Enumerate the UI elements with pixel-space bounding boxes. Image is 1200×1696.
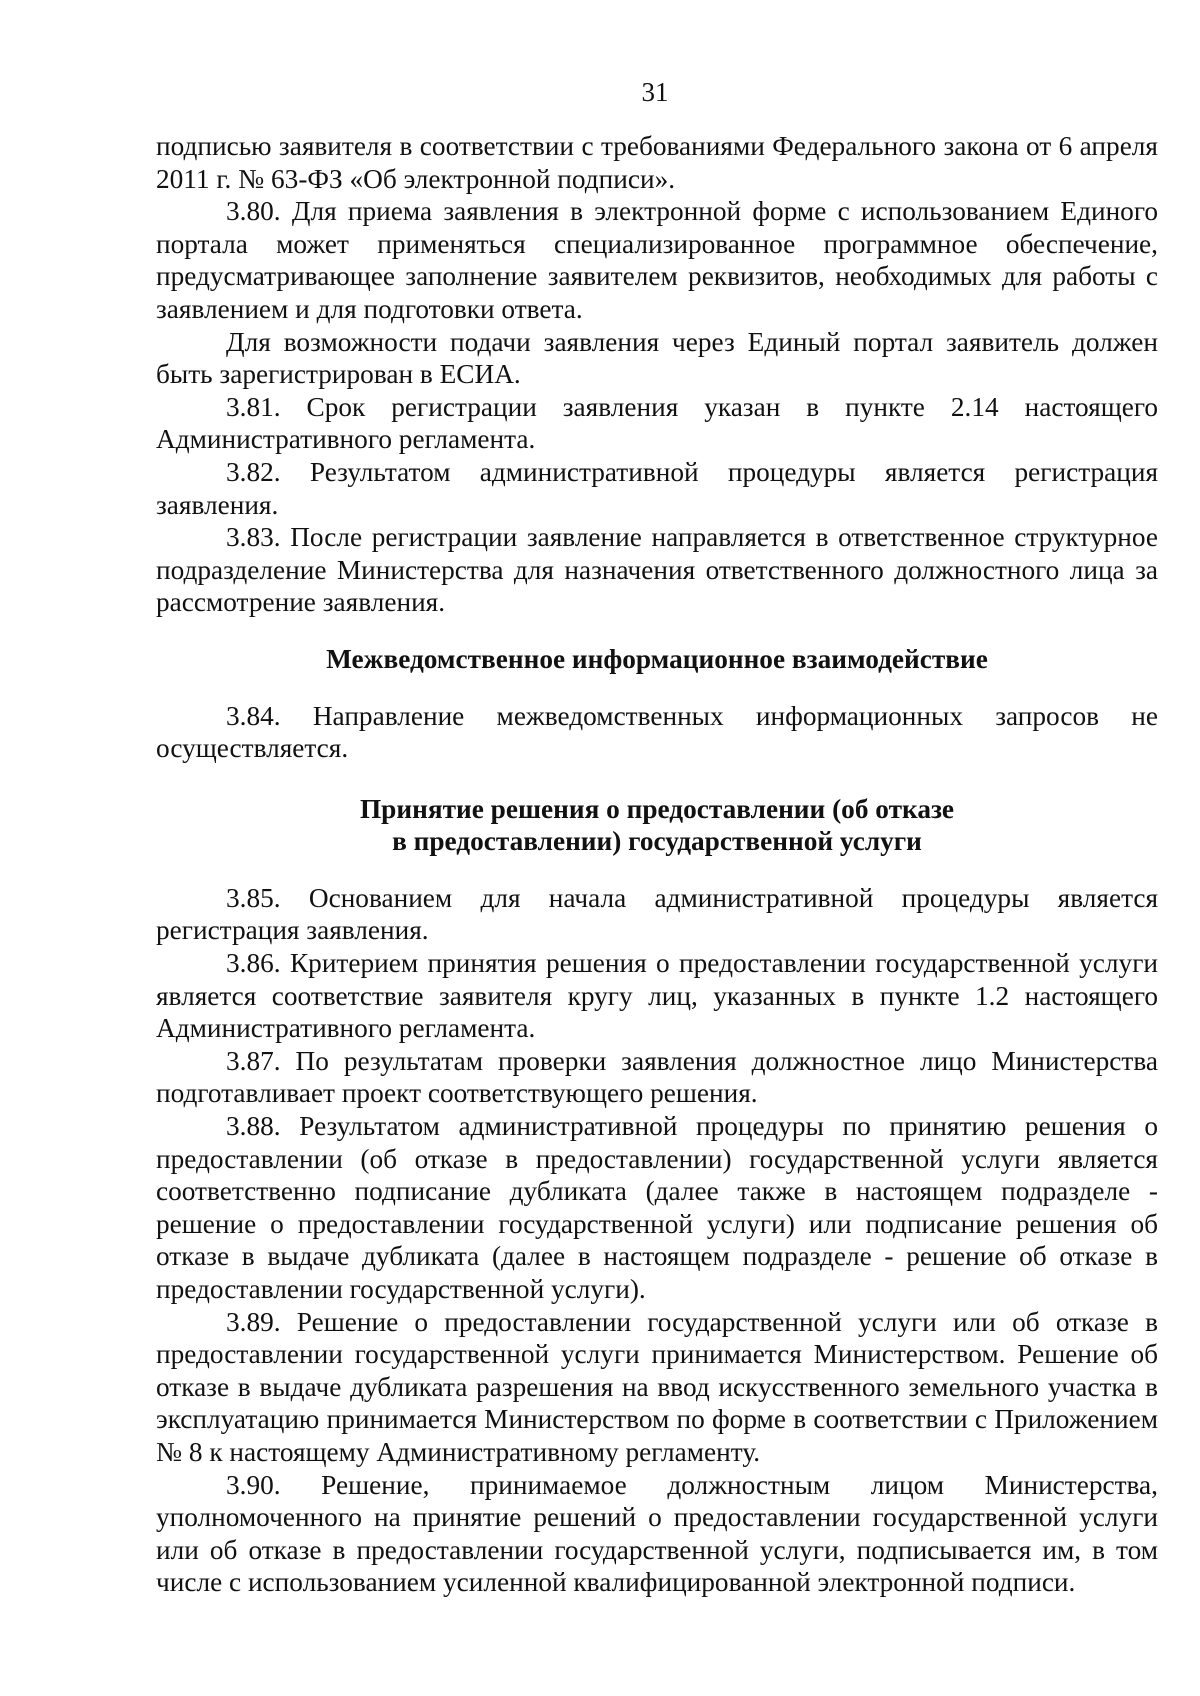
heading-decision-line-2: в предоставлении) государственной услуги — [392, 826, 922, 857]
paragraph-3-80: 3.80. Для приема заявления в электронной форме с использованием Единого портала может применяться специализированное программное обеспечение, предусматривающее заполнение заявителем реквизитов, необходимых для работы с заявлением и для подготовки ответа. — [156, 196, 1158, 324]
paragraph-3-82: 3.82. Результатом административной процедуры является регистрация заявления. — [156, 456, 1158, 520]
document-body — [156, 130, 1158, 1599]
paragraph-3-90: 3.90. Решение, принимаемое должностным лицом Министерства, уполномоченного на принятие решений о предоставлении государственной услуги или об отказе в предоставлении государственной услуги, подписывается им, в том числе с использованием усиленной квалифицированной электронной подписи. — [156, 1469, 1158, 1598]
page-number: 31 — [641, 77, 669, 107]
paragraph-3-86: 3.86. Критерием принятия решения о предоставлении государственной услуги является соответствие заявителя кругу лиц, указанных в пункте 1.2 настоящего Административного регламента. — [156, 948, 1158, 1044]
heading-interagency-interaction: Межведомственное информационное взаимодействие — [326, 643, 988, 674]
paragraph-continuation: подписью заявителя в соответствии с требованиями Федерального закона от 6 апреля 2011 г. № 63-ФЗ «Об электронной подписи». — [156, 131, 1158, 194]
paragraph-3-85: 3.85. Основанием для начала административной процедуры является регистрация заявления. — [156, 882, 1158, 946]
paragraph-3-83: 3.83. После регистрации заявление направляется в ответственное структурное подразделение Министерства для назначения ответственного должностного лица за рассмотрение заявления. — [156, 522, 1158, 618]
paragraph-3-80-esia: Для возможности подачи заявления через Единый портал заявитель должен быть зарегистрирован в ЕСИА. — [156, 326, 1158, 390]
paragraph-3-89: 3.89. Решение о предоставлении государственной услуги или об отказе в предоставлении государственной услуги принимается Министерством. Решение об отказе в выдаче дубликата разрешения на ввод искусственного земельного участка в эксплуатацию принимается Министерством по форме в соответствии с Приложением № 8 к настоящему Административному регламенту. — [156, 1306, 1158, 1467]
paragraph-3-81: 3.81. Срок регистрации заявления указан в пункте 2.14 настоящего Административного регламента. — [156, 391, 1158, 455]
paragraph-3-88: 3.88. Результатом административной процедуры по принятию решения о предоставлении (об отказе в предоставлении) государственной услуги является соответственно подписание дубликата (далее также в настоящем подразделе - решение о предоставлении государственной услуги) или подписание решения об отказе в выдаче дубликата (далее в настоящем подразделе - решение об отказе в предоставлении государственной услуги). — [156, 1111, 1158, 1304]
paragraph-3-87: 3.87. По результатам проверки заявления должностное лицо Министерства подготавливает проект соответствующего решения. — [156, 1045, 1158, 1109]
heading-decision — [156, 793, 1158, 858]
paragraph-3-84: 3.84. Направление межведомственных информационных запросов не осуществляется. — [156, 700, 1158, 764]
heading-decision-line-1: Принятие решения о предоставлении (об отказе — [359, 793, 955, 824]
